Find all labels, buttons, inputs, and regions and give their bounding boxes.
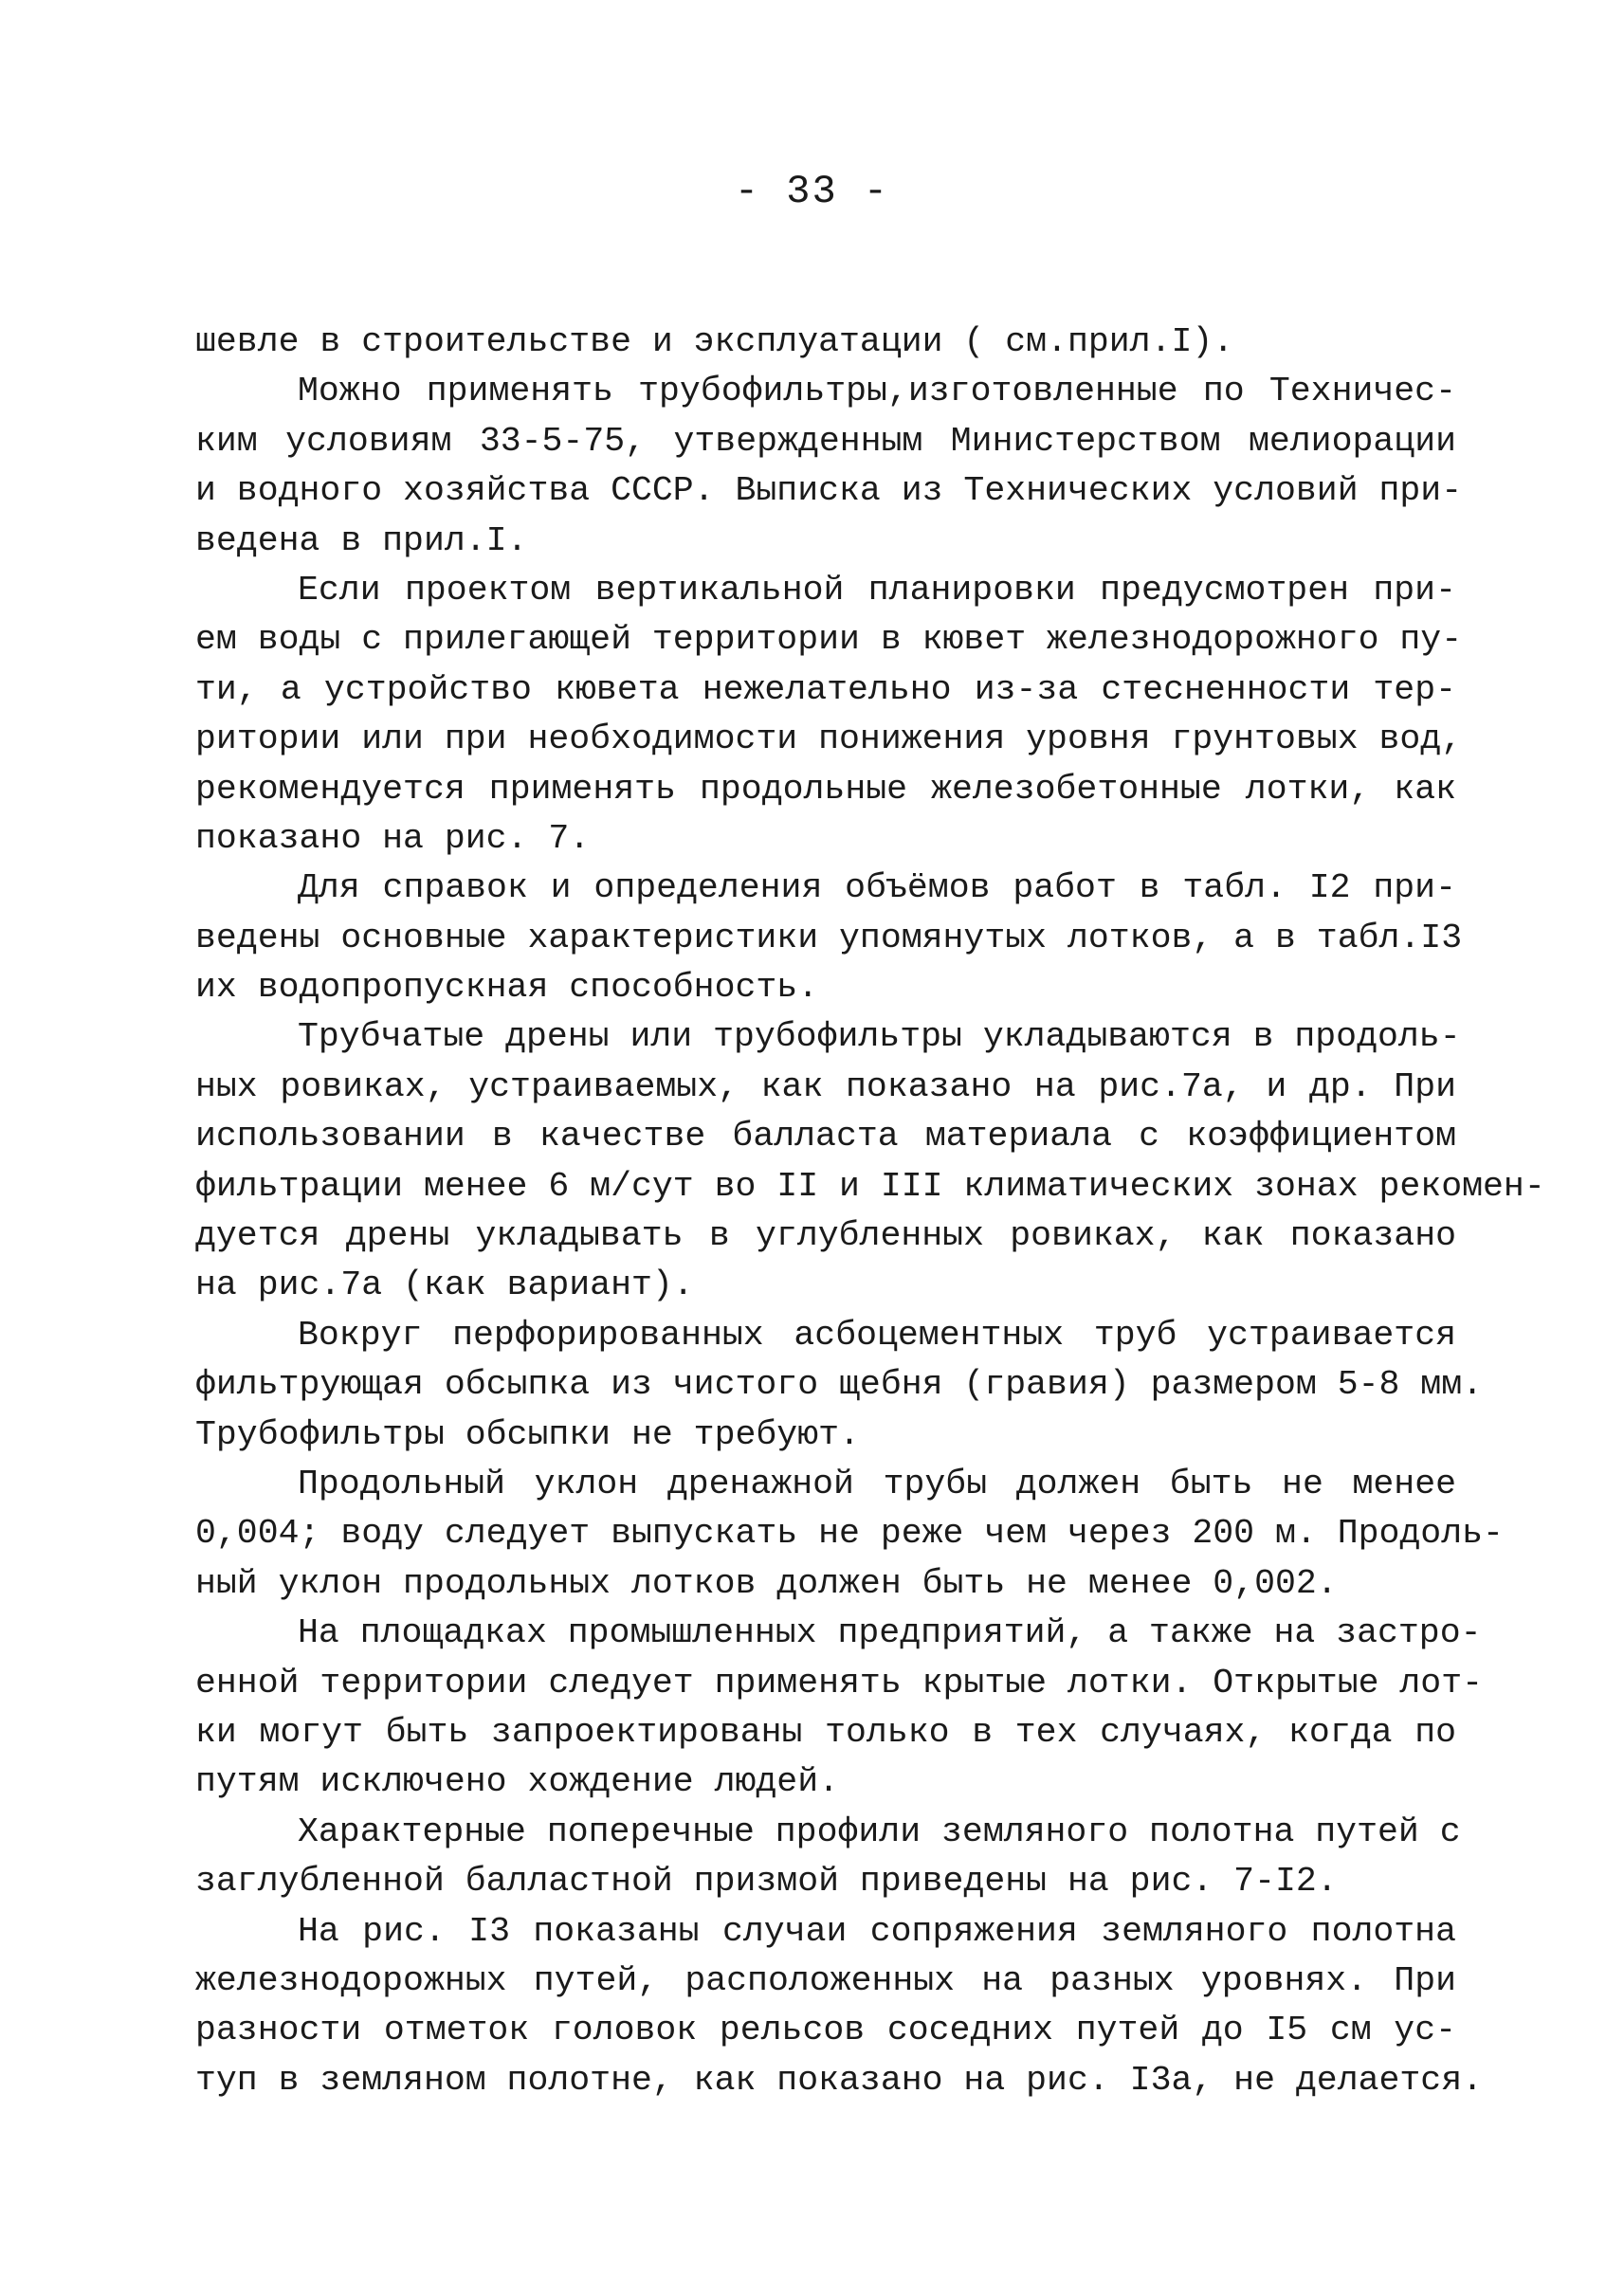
text-line: ный уклон продольных лотков должен быть не менее 0,002. [195, 1563, 1338, 1603]
text-line: показано на рис. 7. [195, 818, 591, 858]
text-line: на рис.7а (как вариант). [195, 1265, 694, 1305]
text-line: 0,004; воду следует выпускать не реже чем через 200 м. Продоль- [195, 1514, 1504, 1554]
text-line: ритории или при необходимости понижения уровня грунтовых вод, [195, 719, 1463, 759]
text-line: туп в земляном полотне, как показано на рис. I3а, не делается. [195, 2060, 1484, 2100]
text-line: шевле в строительстве и эксплуатации ( см.прил.I). [195, 322, 1234, 361]
text-line: Можно применять трубофильтры,изготовленные по Техничес- [298, 372, 1456, 411]
text-line: ведена в прил.I. [195, 520, 528, 560]
text-line: На площадках промышленных предприятий, а также на застро- [298, 1613, 1482, 1653]
text-line: На рис. I3 показаны случаи сопряжения земляного полотна [298, 1911, 1456, 1951]
text-line: путям исключено хождение людей. [195, 1762, 840, 1802]
text-line: дуется дрены укладывать в углубленных ровиках, как показано [195, 1216, 1456, 1256]
text-line: Трубофильтры обсыпки не требуют. [195, 1414, 860, 1454]
text-line: и водного хозяйства СССР. Выписка из Технических условий при- [195, 471, 1463, 511]
text-line: заглубленной балластной призмой приведены на рис. 7-I2. [195, 1862, 1338, 1902]
text-line: ти, а устройство кювета нежелательно из-за стесненности тер- [195, 669, 1456, 709]
text-line: разности отметок головок рельсов соседних путей до I5 см ус- [195, 2011, 1456, 2050]
text-line: фильтрующая обсыпка из чистого щебня (гравия) размером 5-8 мм. [195, 1365, 1484, 1405]
text-line: ных ровиках, устраиваемых, как показано на рис.7а, и др. При [195, 1066, 1456, 1106]
text-line: Если проектом вертикальной планировки предусмотрен при- [298, 570, 1456, 610]
text-line: железнодорожных путей, расположенных на разных уровнях. При [195, 1960, 1456, 2000]
text-line: рекомендуется применять продольные железобетонные лотки, как [195, 769, 1456, 809]
text-line: ведены основные характеристики упомянутых лотков, а в табл.I3 [195, 918, 1463, 957]
text-line: Продольный уклон дренажной трубы должен быть не менее [298, 1464, 1456, 1503]
page-number: - 33 - [734, 169, 890, 214]
text-line: Трубчатые дрены или трубофильтры укладываются в продоль- [298, 1017, 1461, 1057]
text-line: Вокруг перфорированных асбоцементных труб устраивается [298, 1315, 1456, 1355]
text-line: фильтрации менее 6 м/сут во II и III климатических зонах рекомен- [195, 1166, 1545, 1206]
body-text [195, 318, 1545, 2105]
text-line: ем воды с прилегающей территории в кювет железнодорожного пу- [195, 620, 1463, 660]
text-line: енной территории следует применять крытые лотки. Открытые лот- [195, 1663, 1484, 1702]
text-line: Для справок и определения объёмов работ в табл. I2 при- [298, 868, 1456, 908]
text-line: Характерные поперечные профили земляного полотна путей с [298, 1812, 1461, 1851]
text-line: ким условиям 33-5-75, утвержденным Министерством мелиорации [195, 421, 1456, 461]
text-line: использовании в качестве балласта материала с коэффициентом [195, 1117, 1456, 1156]
text-line: ки могут быть запроектированы только в тех случаях, когда по [195, 1712, 1456, 1752]
text-line: их водопропускная способность. [195, 968, 819, 1008]
